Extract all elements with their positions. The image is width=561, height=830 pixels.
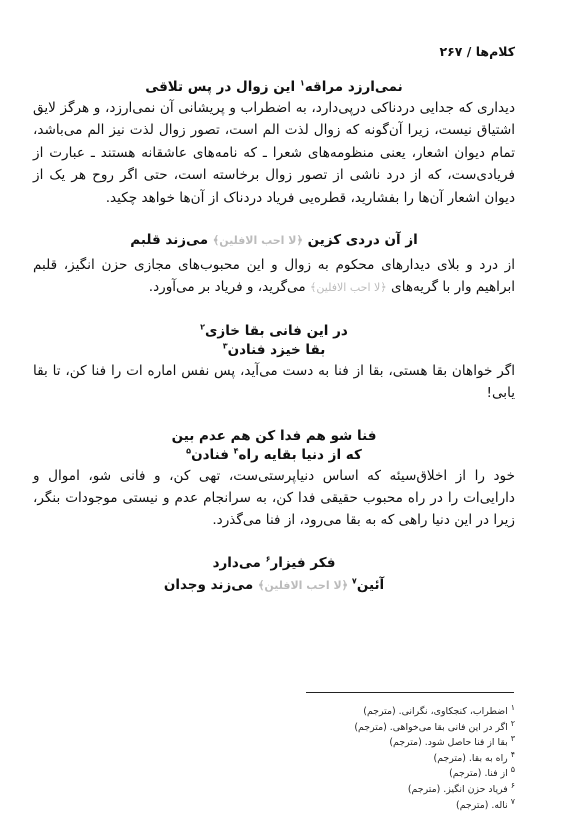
footnote-number: ۲ bbox=[510, 718, 515, 728]
heading-text: بقا خیزد فنادن bbox=[227, 341, 326, 358]
section-3 bbox=[33, 322, 515, 405]
footnote-number: ۶ bbox=[510, 780, 515, 790]
footnote-item bbox=[195, 735, 515, 751]
section-4-heading-line-1: فنا شو هم فدا کن هم عدم بین bbox=[171, 427, 377, 444]
section-3-heading-line-2 bbox=[33, 341, 515, 360]
heading-text: این زوال در پس تلاقی bbox=[145, 79, 300, 95]
footnote-text: از فنا. (مترجم) bbox=[449, 768, 508, 780]
quranic-verse: ﴿لا احب الافلين﴾ bbox=[212, 234, 303, 248]
footnote-item bbox=[195, 798, 515, 814]
heading-text: در این فانی بقا خازی bbox=[205, 322, 348, 339]
footnote-ref[interactable]: ۷ bbox=[351, 576, 357, 586]
page-content bbox=[33, 70, 515, 595]
quranic-verse: ﴿لا احب الافلين﴾ bbox=[309, 281, 387, 295]
footnote-item bbox=[195, 782, 515, 798]
section-3-heading-line-1 bbox=[33, 322, 515, 341]
footnote-ref[interactable]: ۵ bbox=[186, 446, 192, 456]
heading-text: می‌زند قلبم bbox=[130, 232, 213, 249]
section-4 bbox=[33, 427, 515, 532]
footnote-text: اگر در این فانی بقا می‌خواهی. (مترجم) bbox=[354, 721, 508, 733]
footnote-number: ۳ bbox=[510, 734, 515, 744]
footnote-number: ۱ bbox=[510, 702, 515, 712]
section-2-heading bbox=[33, 231, 515, 250]
heading-text: آئین bbox=[356, 576, 385, 593]
heading-text: نمی‌ارزد مراقه bbox=[304, 79, 403, 95]
section-1-heading bbox=[33, 78, 515, 97]
section-4-heading-line-2 bbox=[33, 446, 515, 465]
section-5-heading-line-1 bbox=[33, 554, 515, 573]
footnote-number: ۵ bbox=[510, 765, 515, 775]
footnote-text: راه به بقا. (مترجم) bbox=[433, 752, 508, 764]
heading-text: که از دنیا بقایه راه bbox=[238, 446, 362, 463]
section-2 bbox=[33, 231, 515, 300]
heading-text: فکر فیزار bbox=[270, 554, 336, 571]
section-2-paragraph bbox=[33, 254, 515, 300]
paragraph-text: می‌گرید، و فریاد بر می‌آورد. bbox=[148, 279, 310, 296]
heading-text: فنادن bbox=[191, 446, 234, 463]
footnotes bbox=[195, 704, 515, 813]
heading-text: می‌زند وجدان bbox=[163, 576, 258, 593]
footnote-ref[interactable]: ۲ bbox=[200, 322, 206, 332]
footnote-text: بقا از فنا حاصل شود. (مترجم) bbox=[389, 737, 508, 749]
footnote-text: ناله. (مترجم) bbox=[456, 799, 508, 811]
section-4-paragraph: خود را از اخلاق‌سیئه که اساس دنیاپرستی‌ست، تهی کن، و فانی شو، اموال و دارایی‌ات را در راه محبوب حقیقی فدا کن، به سرانجام عدم و نیستی موجودات بنگر، زیرا در این دنیا راهی که به بقا می‌رود، از فنا می‌گذرد. bbox=[33, 467, 515, 529]
footnote-text: اضطراب، کنجکاوی، نگرانی. (مترجم) bbox=[363, 706, 508, 717]
section-3-paragraph: اگر خواهان بقا هستی، بقا از فنا به دست می‌آید، پس نفس اماره ات را فنا کن، تا بقا یابی! bbox=[33, 362, 515, 402]
footnote-number: ۴ bbox=[510, 749, 515, 759]
footnote-ref[interactable]: ۶ bbox=[265, 554, 271, 564]
heading-text: می‌دارد bbox=[212, 554, 266, 571]
footnote-ref[interactable]: ۴ bbox=[233, 446, 239, 456]
section-5-heading-line-2 bbox=[33, 576, 515, 595]
heading-text: از آن دردی کزین bbox=[302, 232, 418, 249]
footnote-text: فریاد حزن انگیز. (مترجم) bbox=[407, 783, 508, 795]
footnote-ref[interactable]: ۳ bbox=[222, 341, 228, 351]
running-header: کلام‌ها / ۲۶۷ bbox=[439, 44, 515, 59]
footnote-item bbox=[195, 720, 515, 736]
paragraph-text: از درد و بلای دیدارهای محکوم به زوال و این محبوب‌های مجازی حزن انگیز، قلبم ابراهیم وار با گریه‌های bbox=[33, 257, 515, 296]
section-1-paragraph: دیداری که جدایی دردناکی درپی‌دارد، به اضطراب و پریشانی آن نمی‌ارزد، و هرگز لایق اشتیاق نیست، زیرا آن‌گونه که زوال لذت الم است، تصور زوال لذت نیز الم می‌باشد، تمام دیوان اشعار، یعنی منظومه‌های شعرا ـ که نامه‌های عاشقانه هستند ـ عبارت از فریادی‌ست، که از درد ناشی از تصور زوال برخاسته است، حتی اگر روح هر یک از دیوان اشعار آن‌ها را بفشارید، قطره‌یی فریاد دردناک از آن‌ها خواهد چکید. bbox=[33, 100, 515, 206]
footnote-item bbox=[195, 766, 515, 782]
footnote-divider bbox=[306, 692, 514, 693]
section-1 bbox=[33, 78, 515, 209]
footnote-item bbox=[195, 704, 515, 720]
quranic-verse: ﴿لا احب الافلين﴾ bbox=[257, 578, 352, 592]
footnote-item bbox=[195, 751, 515, 767]
footnote-number: ۷ bbox=[510, 796, 515, 806]
footnote-ref[interactable]: ۱ bbox=[299, 78, 305, 88]
section-5 bbox=[33, 554, 515, 595]
